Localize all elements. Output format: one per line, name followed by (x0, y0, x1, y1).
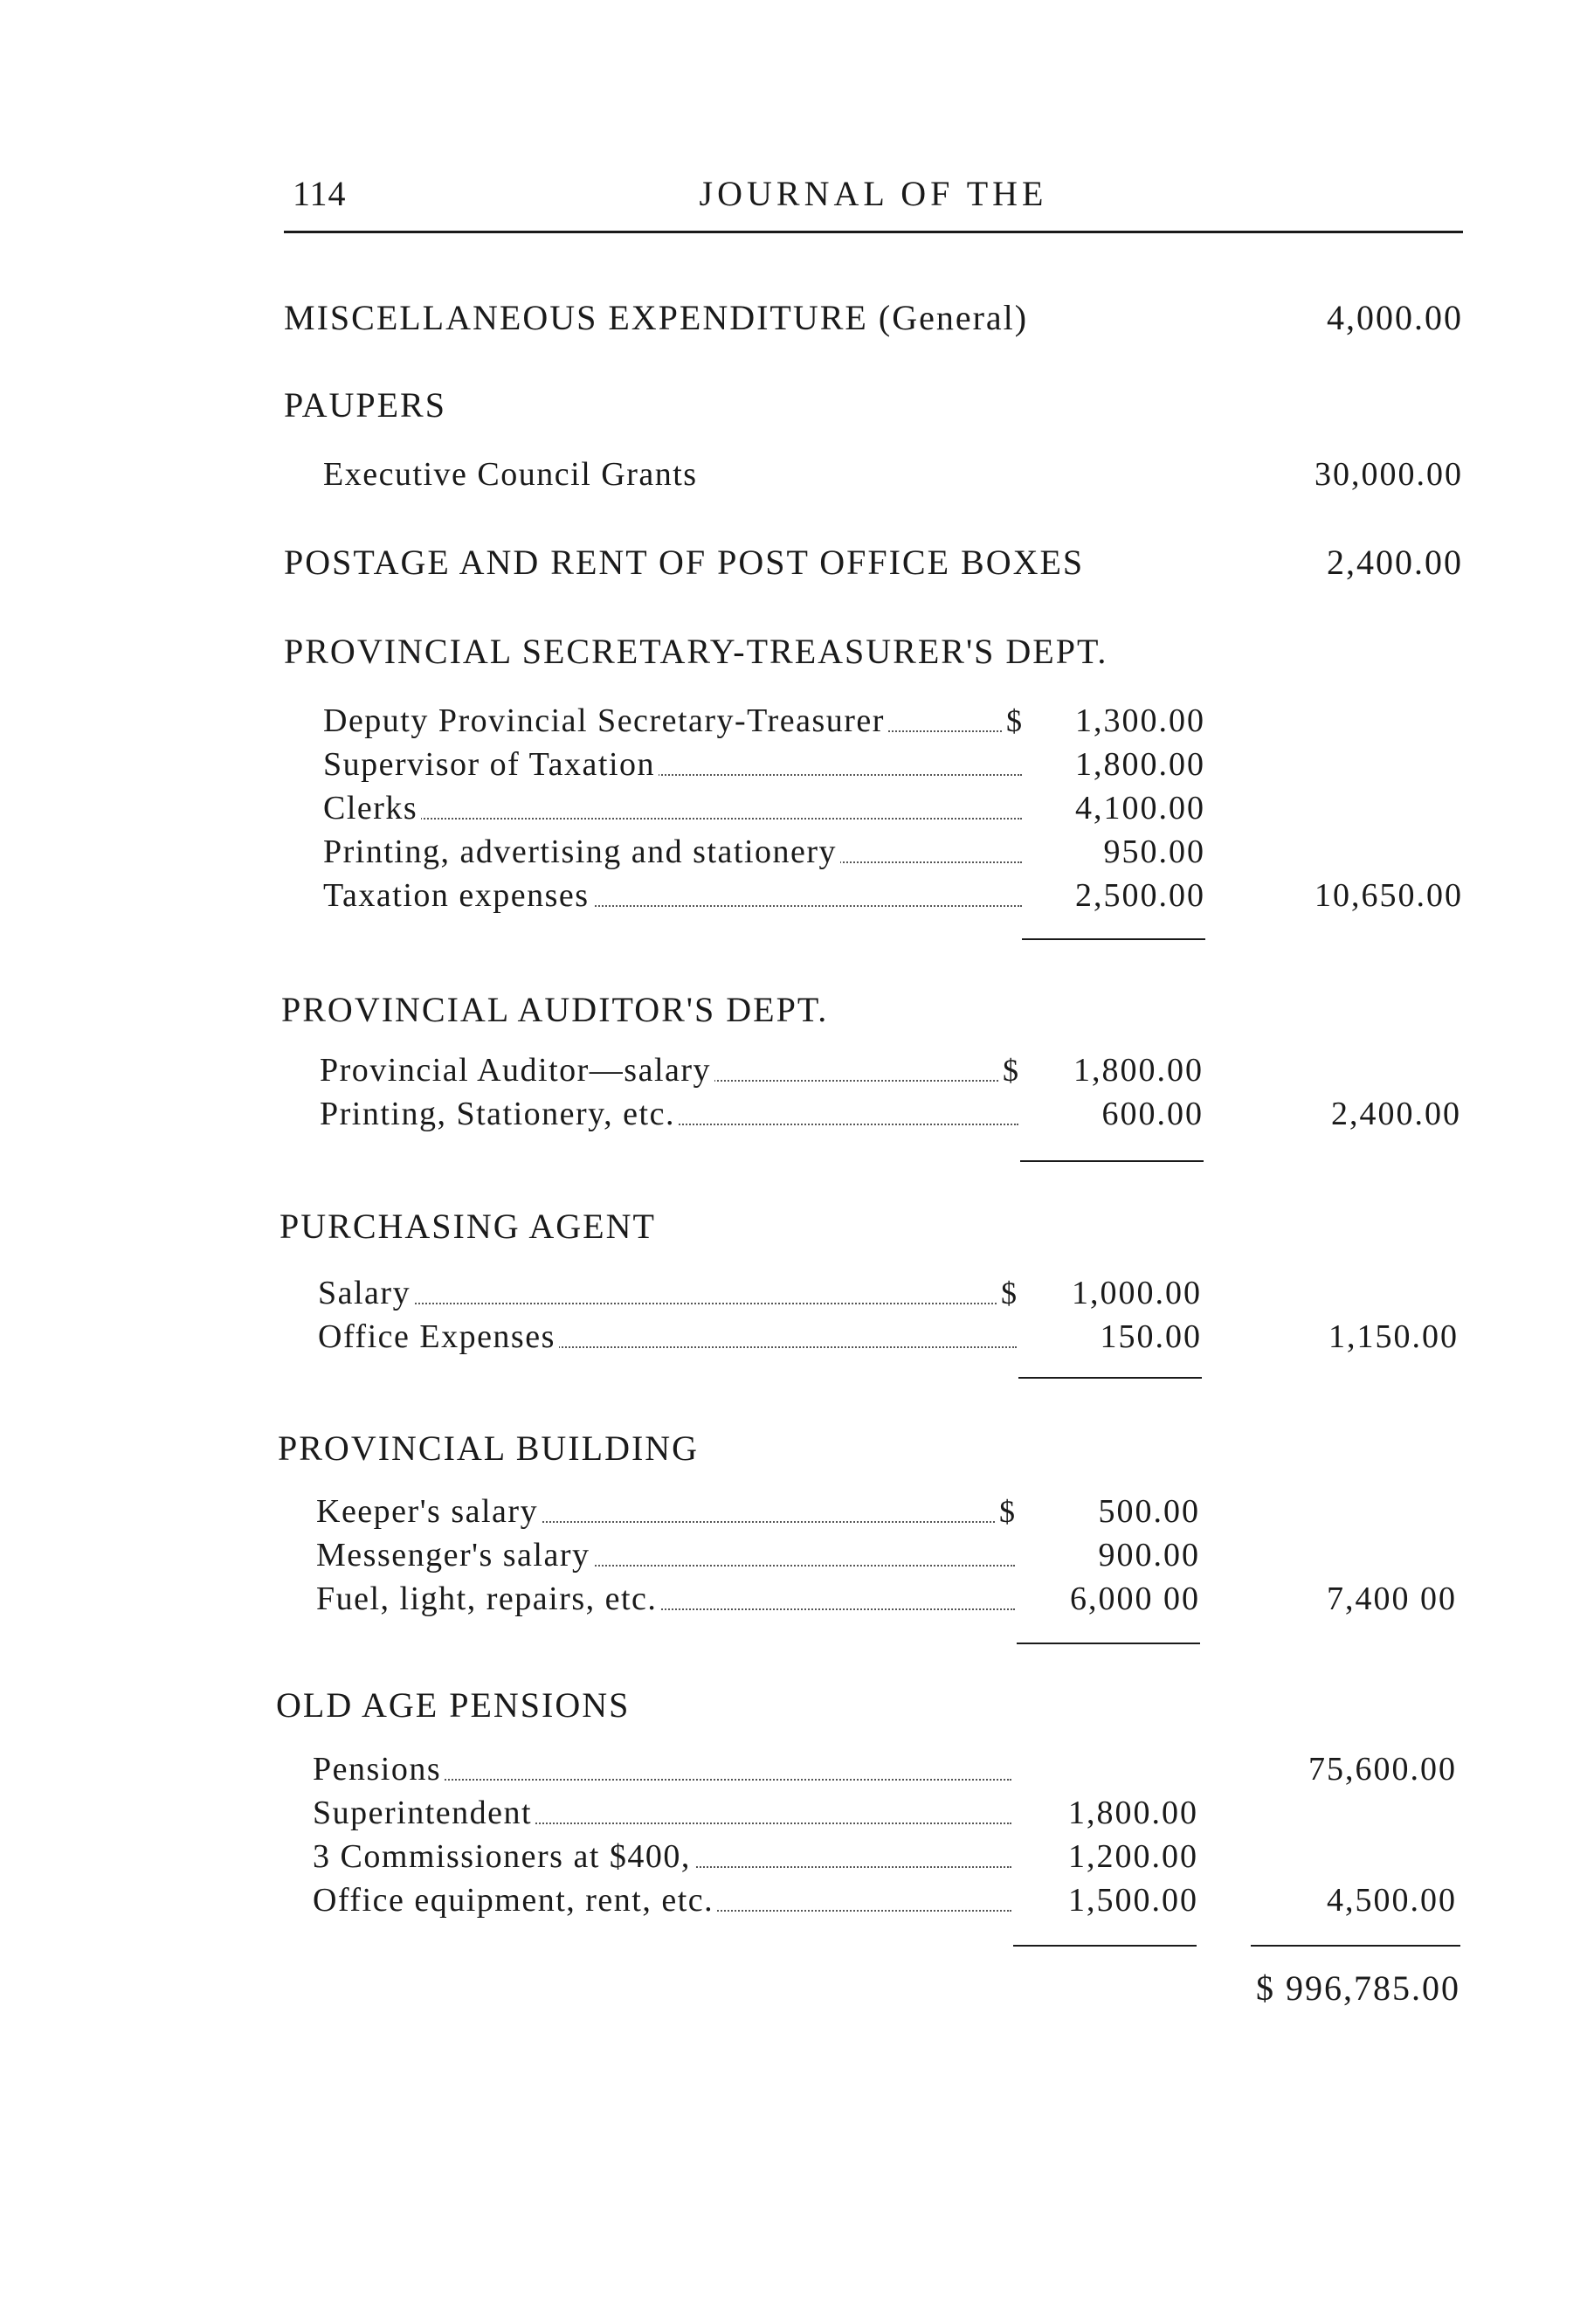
item-label: 3 Commissioners at $400, (313, 1835, 694, 1878)
total-secretary: 10,650.00 (1315, 877, 1463, 914)
item-label: Deputy Provincial Secretary-Treasurer (323, 699, 888, 743)
dollar-sign: $ (1003, 699, 1022, 743)
item-label: Clerks (323, 786, 421, 830)
section-heading-misc: MISCELLANEOUS EXPENDITURE (General) (284, 298, 1029, 337)
line-item-superintendent (313, 1791, 1011, 1835)
line-item-clerks (323, 786, 1022, 830)
line-item-office-expenses (318, 1315, 1017, 1359)
page-header (284, 173, 1463, 225)
amount-clerks: 4,100.00 (1075, 790, 1205, 827)
total-paupers: 30,000.00 (1315, 456, 1463, 493)
amount-postage: 2,400.00 (1327, 543, 1463, 582)
line-item-commissioners (313, 1835, 1011, 1878)
section-heading-building: PROVINCIAL BUILDING (278, 1428, 700, 1468)
amount-printing-advertising: 950.00 (1103, 833, 1205, 870)
amount-fuel-light-repairs: 6,000 00 (1070, 1580, 1200, 1617)
grand-total-rule (1251, 1945, 1460, 1947)
amount-commissioners: 1,200.00 (1068, 1838, 1198, 1875)
line-item-auditor-salary (320, 1048, 1018, 1092)
sum-rule (1020, 1160, 1204, 1162)
amount-superintendent: 1,800.00 (1068, 1795, 1198, 1831)
sum-rule (1013, 1945, 1197, 1947)
running-head: JOURNAL OF THE (699, 174, 1048, 213)
amount-auditor-salary: 1,800.00 (1073, 1052, 1204, 1089)
line-item-auditor-printing (320, 1092, 1018, 1136)
section-heading-purchasing: PURCHASING AGENT (279, 1207, 656, 1246)
line-item-fuel-light-repairs (316, 1577, 1015, 1621)
item-label: Executive Council Grants (323, 453, 701, 496)
sum-rule (1017, 1643, 1200, 1644)
total-auditor: 2,400.00 (1331, 1096, 1461, 1132)
line-item-supervisor-taxation (323, 743, 1022, 786)
page-number: 114 (293, 174, 347, 213)
item-label: Printing, Stationery, etc. (320, 1092, 679, 1136)
line-item-messenger-salary (316, 1533, 1015, 1577)
item-label: Office equipment, rent, etc. (313, 1878, 717, 1922)
dollar-sign: $ (996, 1490, 1015, 1533)
dollar-sign: $ (999, 1048, 1018, 1092)
item-label: Superintendent (313, 1791, 535, 1835)
amount-purchasing-salary: 1,000.00 (1072, 1275, 1202, 1311)
item-label: Fuel, light, repairs, etc. (316, 1577, 660, 1621)
total-purchasing: 1,150.00 (1328, 1318, 1459, 1355)
line-item-purchasing-salary (318, 1271, 1017, 1315)
section-heading-secretary: PROVINCIAL SECRETARY-TREASURER'S DEPT. (284, 632, 1108, 671)
line-item-printing-advertising (323, 830, 1022, 874)
amount-deputy-secretary: 1,300.00 (1075, 702, 1205, 739)
line-item-taxation-expenses (323, 874, 1022, 917)
amount-messenger-salary: 900.00 (1098, 1537, 1200, 1574)
amount-auditor-printing: 600.00 (1101, 1096, 1204, 1132)
dollar-sign: $ (997, 1271, 1017, 1315)
sum-rule (1018, 1377, 1202, 1379)
total-building: 7,400 00 (1327, 1580, 1457, 1617)
section-heading-pensions: OLD AGE PENSIONS (276, 1685, 631, 1725)
line-item-executive-council-grants (323, 453, 1004, 496)
amount-office-equipment: 1,500.00 (1068, 1882, 1198, 1919)
amount-taxation-expenses: 2,500.00 (1075, 877, 1205, 914)
grand-total: $ 996,785.00 (1256, 1968, 1460, 2008)
dot-leader (318, 1303, 1017, 1304)
item-label: Messenger's salary (316, 1533, 593, 1577)
item-label: Pensions (313, 1747, 445, 1791)
amount-supervisor-taxation: 1,800.00 (1075, 746, 1205, 783)
amount-keeper-salary: 500.00 (1098, 1493, 1200, 1530)
item-label: Office Expenses (318, 1315, 559, 1359)
sum-rule (1022, 938, 1205, 940)
total-pensions-line: 75,600.00 (1308, 1751, 1457, 1788)
section-heading-auditor: PROVINCIAL AUDITOR'S DEPT. (281, 990, 829, 1029)
amount-office-expenses: 150.00 (1100, 1318, 1202, 1355)
item-label: Provincial Auditor—salary (320, 1048, 714, 1092)
item-label: Taxation expenses (323, 874, 593, 917)
section-heading-postage: POSTAGE AND RENT OF POST OFFICE BOXES (284, 543, 1085, 582)
line-item-pensions (313, 1747, 1011, 1791)
line-item-keeper-salary (316, 1490, 1015, 1533)
item-label: Printing, advertising and stationery (323, 830, 840, 874)
amount-misc: 4,000.00 (1327, 298, 1463, 337)
dot-leader (323, 818, 1022, 820)
line-item-office-equipment (313, 1878, 1011, 1922)
section-heading-paupers: PAUPERS (284, 385, 446, 425)
total-pensions: 4,500.00 (1327, 1882, 1457, 1919)
item-label: Supervisor of Taxation (323, 743, 659, 786)
item-label: Keeper's salary (316, 1490, 542, 1533)
item-label: Salary (318, 1271, 414, 1315)
line-item-deputy-secretary (323, 699, 1022, 743)
header-rule (284, 231, 1463, 233)
